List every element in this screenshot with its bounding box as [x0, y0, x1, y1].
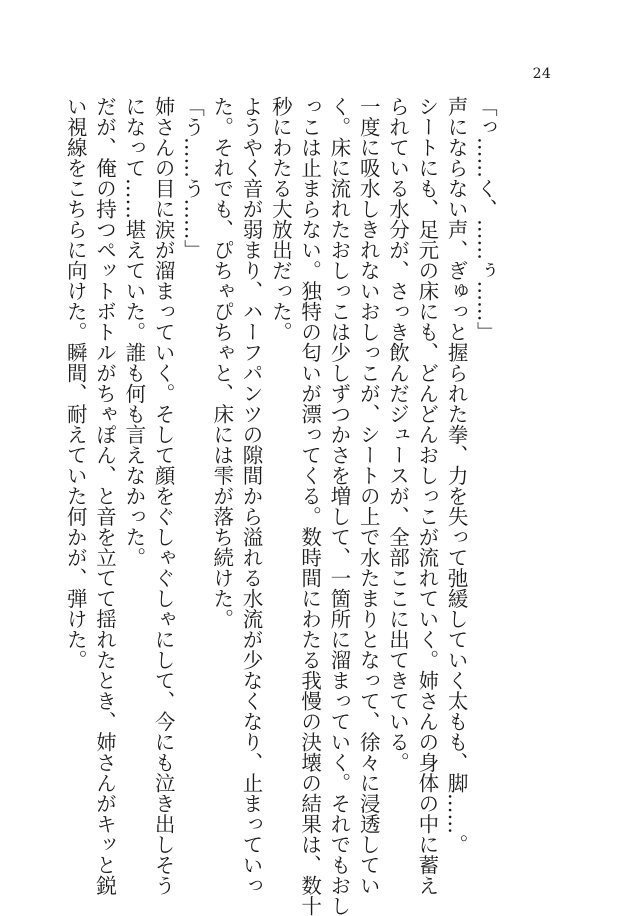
text-line: 一度に吸水しきれないおしっこが、シートの上で水たまりとなって、徐々に浸透してい — [356, 96, 381, 896]
text-line: になって……堪えていた。誰も何も言えなかった。 — [121, 96, 146, 568]
text-line: だが、俺の持つペットボトルがちゃぽん、と音を立てて揺れたとき、姉さんがキッと鋭 — [92, 96, 117, 896]
text-line: られている水分が、さっき飲んだジュースが、全部ここに出てきている。 — [385, 96, 410, 773]
page-number: 24 — [532, 66, 552, 82]
text-line: く。床に流れたおしっこは少しずつかさを増して、一箇所に溜まっていく。それでもおし — [326, 96, 351, 916]
text-line: 姉さんの目に涙が溜まっていく。そして顔をぐしゃぐしゃにして、今にも泣き出しそう — [151, 96, 176, 896]
text-line: 「っ……く、……ぅ……」 — [473, 96, 498, 342]
text-line: シートにも、足元の床にも、どんどんおしっこが流れていく。姉さんの身体の中に蓄え — [414, 96, 439, 896]
text-line: っこは止まらない。独特の匂いが漂ってくる。数時間にわたる我慢の決壊の結果は、数十 — [297, 96, 322, 916]
text-line: い視線をこちらに向けた。瞬間、耐えていた何かが、弾けた。 — [63, 96, 88, 670]
text-line: た。それでも、ぴちゃぴちゃと、床には雫が落ち続けた。 — [209, 96, 234, 629]
text-line: 声にならない声、ぎゅっと握られた拳、力を失って弛緩していく太もも、脚……。 — [444, 96, 469, 855]
text-line: 秒にわたる大放出だった。 — [268, 96, 293, 342]
body-text — [31, 96, 558, 916]
text-line: ようやく音が弱まり、ハーフパンツの隙間から溢れる水流が少なくなり、止まっていっ — [239, 96, 264, 896]
text-line: 「う……う……」 — [180, 96, 205, 260]
